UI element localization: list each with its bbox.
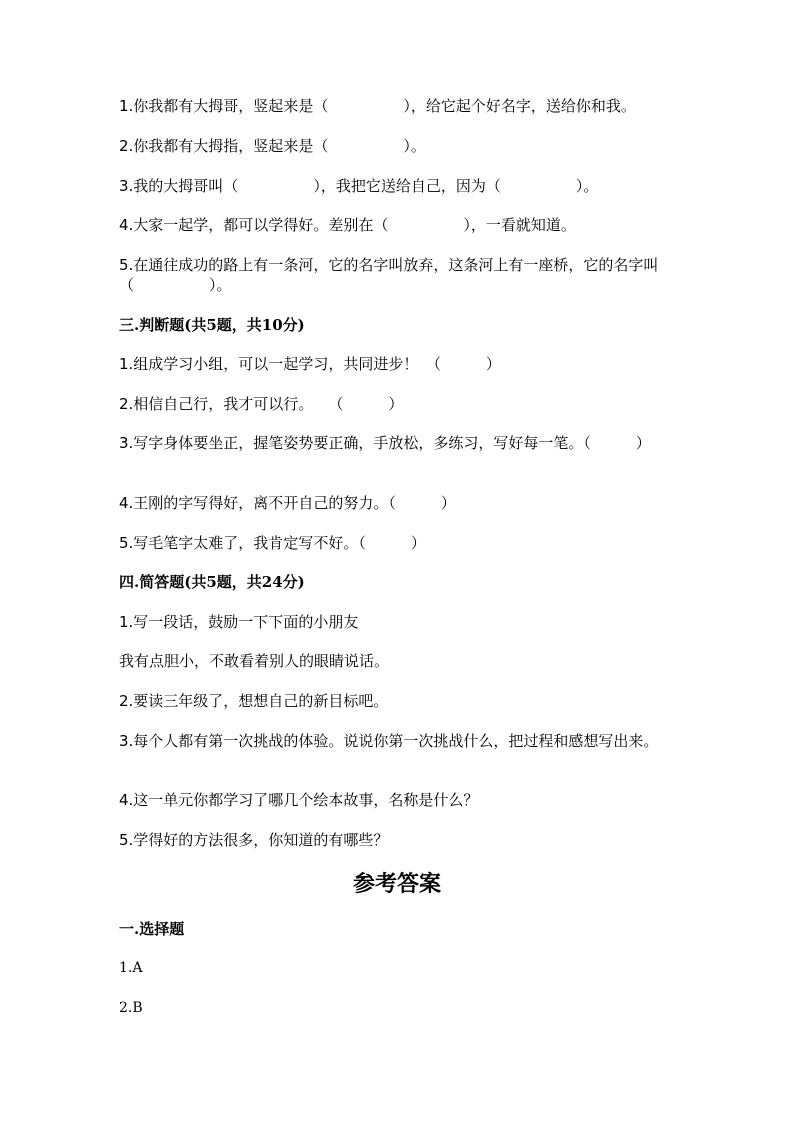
judge-question-3: 3.写字身体要坐正，握笔姿势要正确，手放松，多练习，写好每一笔。（ ） [119, 434, 651, 452]
fill-in-question-4: 4.大家一起学，都可以学得好。差别在（ ），一看就知道。 [119, 216, 576, 234]
short-answer-question-2: 2.要读三年级了，想想自己的新目标吧。 [119, 692, 389, 710]
judge-question-1: 1.组成学习小组，可以一起学习，共同进步！ （ ） [119, 355, 501, 373]
short-answer-question-5: 5.学得好的方法很多，你知道的有哪些？ [119, 831, 389, 849]
judge-section-title: 三.判断题(共5题，共10分) [119, 316, 305, 334]
short-answer-question-4: 4.这一单元你都学习了哪几个绘本故事，名称是什么？ [119, 791, 479, 809]
judge-question-4: 4.王刚的字写得好，离不开自己的努力。（ ） [119, 494, 456, 512]
short-answer-question-1-prompt: 我有点胆小，不敢看着别人的眼睛说话。 [119, 652, 390, 670]
answer-item-1: 1.A [119, 960, 143, 976]
short-answer-section-title: 四.简答题(共5题，共24分) [119, 573, 305, 591]
answer-section-title: 一.选择题 [119, 920, 185, 938]
short-answer-question-1: 1.写一段话，鼓励一下下面的小朋友 [119, 613, 359, 631]
short-answer-question-3: 3.每个人都有第一次挑战的体验。说说你第一次挑战什么，把过程和感想写出来。 [119, 732, 659, 750]
fill-in-question-2: 2.你我都有大拇指，竖起来是（ ）。 [119, 137, 426, 155]
fill-in-question-5: 5.在通往成功的路上有一条河，它的名字叫放弃，这条河上有一座桥，它的名字叫（ ）。 [119, 256, 659, 294]
judge-question-5: 5.写毛笔字太难了，我肯定写不好。（ ） [119, 534, 426, 552]
fill-in-question-3: 3.我的大拇哥叫（ ），我把它送给自己，因为（ ）。 [119, 177, 599, 195]
fill-in-question-1: 1.你我都有大拇哥，竖起来是（ ），给它起个好名字，送给你和我。 [119, 97, 636, 115]
judge-question-2: 2.相信自己行，我才可以行。 （ ） [119, 395, 404, 413]
answer-item-2: 2.B [119, 1000, 143, 1016]
answer-key-title: 参考答案 [352, 871, 441, 897]
